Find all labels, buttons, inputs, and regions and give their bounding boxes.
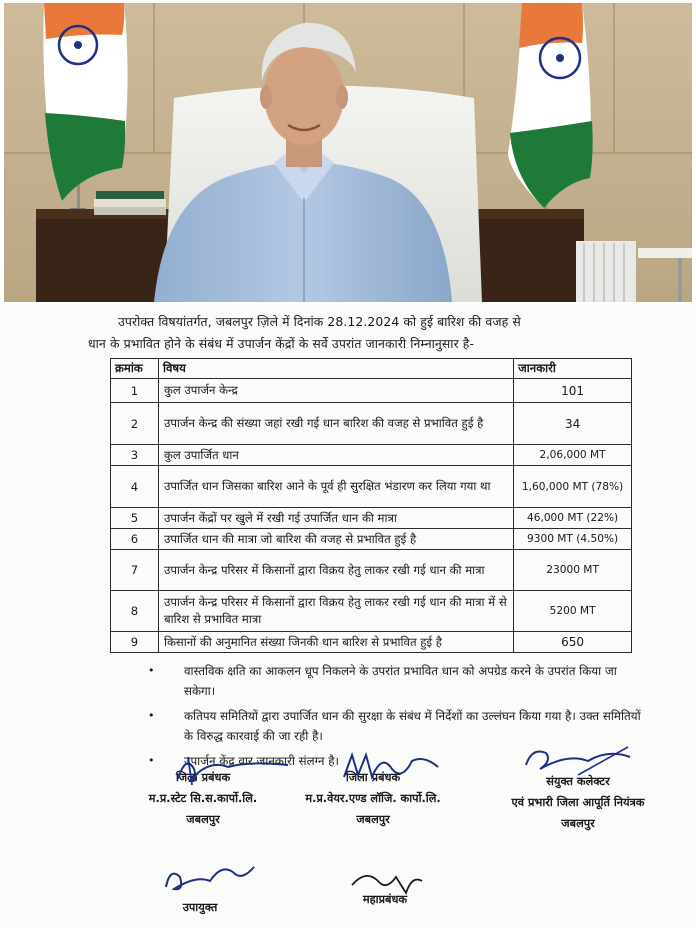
intro-line-1: उपरोक्त विषयांतर्गत, जबलपुर ज़िले में दिनांक 28.12.2024 को हुई बारिश की वजह से [118,314,521,329]
signatory-5 [330,889,440,910]
row-subject: किसानों की अनुमानित संख्या जिनकी धान बारिश से प्रभावित हुई है [158,632,513,653]
row-sr: 1 [111,379,159,403]
row-subject: कुल उपार्जन केन्द्र [158,379,513,403]
table-row [111,445,632,466]
row-sr: 6 [111,529,159,550]
row-value: 34 [514,403,632,445]
row-value: 2,06,000 MT [514,445,632,466]
signature-2-icon [338,747,448,787]
signature-5-icon [346,863,426,897]
row-sr: 4 [111,466,159,508]
signatory-2 [288,767,458,830]
note-text: कतिपय समितियों द्वारा उपार्जित धान की सुरक्षा के संबंध में निर्देशों का उल्लंघन किया गया है। उक्त समितियों के विरुद्ध कारवाई की जा रही है। [184,709,641,743]
signatory-2-title: जिला प्रबंधक [345,771,401,784]
header-subject: विषय [158,359,513,379]
signatory-3-org: एवं प्रभारी जिला आपूर्ति नियंत्रक [511,796,645,809]
signatory-2-org: म.प्र.वेयर.एण्ड लॉजि. कार्पो.लि. [305,792,441,805]
table-row [111,508,632,529]
row-value: 5200 MT [514,591,632,632]
list-item [148,661,648,701]
bullet-icon: • [148,709,155,722]
signatory-2-city: जबलपुर [356,813,390,826]
row-subject: उपार्जित धान जिसका बारिश आने के पूर्व ही सुरक्षित भंडारण कर लिया गया था [158,466,513,508]
row-subject: उपार्जन केन्द्र परिसर में किसानों द्वारा विक्रय हेतु लाकर रखी गई धान की मात्रा [158,550,513,591]
signatory-1 [128,767,278,830]
row-value: 1,60,000 MT (78%) [514,466,632,508]
intro-line-2: धान के प्रभावित होने के संबंध में उपार्जन केंद्रों के सर्वे उपरांत जानकारी निम्नानुसार है- [88,336,475,351]
signatory-3 [478,771,678,834]
signatory-1-title: जिला प्रबंधक [175,771,231,784]
official-photo [4,3,692,302]
table-row [111,379,632,403]
row-value: 23000 MT [514,550,632,591]
header-sr: क्रमांक [111,359,159,379]
row-value: 46,000 MT (22%) [514,508,632,529]
row-sr: 8 [111,591,159,632]
table-row [111,529,632,550]
row-value: 650 [514,632,632,653]
table-row [111,466,632,508]
row-sr: 7 [111,550,159,591]
document-page [0,305,696,928]
signatory-4 [150,897,250,918]
table-row [111,632,632,653]
row-sr: 2 [111,403,159,445]
bullet-icon: • [148,664,155,677]
table-header-row [111,359,632,379]
row-subject: कुल उपार्जित धान [158,445,513,466]
row-sr: 9 [111,632,159,653]
table-row [111,591,632,632]
signatory-1-city: जबलपुर [186,813,220,826]
note-text: वास्तविक क्षति का आकलन धूप निकलने के उपरांत प्रभावित धान को अपग्रेड करने के उपरांत किया जा सकेगा। [184,664,617,698]
row-subject: उपार्जित धान की मात्रा जो बारिश की वजह से प्रभावित हुई है [158,529,513,550]
signature-4-icon [160,857,260,897]
signatory-4-title: उपायुक्त [182,901,218,914]
signature-1-icon [168,749,298,789]
signature-3-icon [518,739,638,783]
row-subject: उपार्जन केन्द्र की संख्या जहां रखी गई धान बारिश की वजह से प्रभावित हुई है [158,403,513,445]
bullet-icon: • [148,754,155,767]
signatory-5-title: महाप्रबंधक [362,893,408,906]
row-subject: उपार्जन केन्द्र परिसर में किसानों द्वारा विक्रय हेतु लाकर रखी गई धान की मात्रा में से बारिश से प्रभावित मात्रा [158,591,513,632]
row-value: 9300 MT (4.50%) [514,529,632,550]
table-row [111,403,632,445]
table-row [111,550,632,591]
row-value: 101 [514,379,632,403]
signatory-3-city: जबलपुर [561,817,595,830]
row-sr: 5 [111,508,159,529]
intro-paragraph [88,311,648,355]
info-table [110,358,632,653]
row-subject: उपार्जन केंद्रों पर खुले में रखी गई उपार्जित धान की मात्रा [158,508,513,529]
header-value: जानकारी [514,359,632,379]
row-sr: 3 [111,445,159,466]
note-text: उपार्जन केंद्र वार जानकारी संलग्न है। [184,754,339,768]
signatory-1-org: म.प्र.स्टेट सि.स.कार्पो.लि. [148,792,258,805]
signatory-3-title: संयुक्त कलेक्टर [546,775,610,788]
